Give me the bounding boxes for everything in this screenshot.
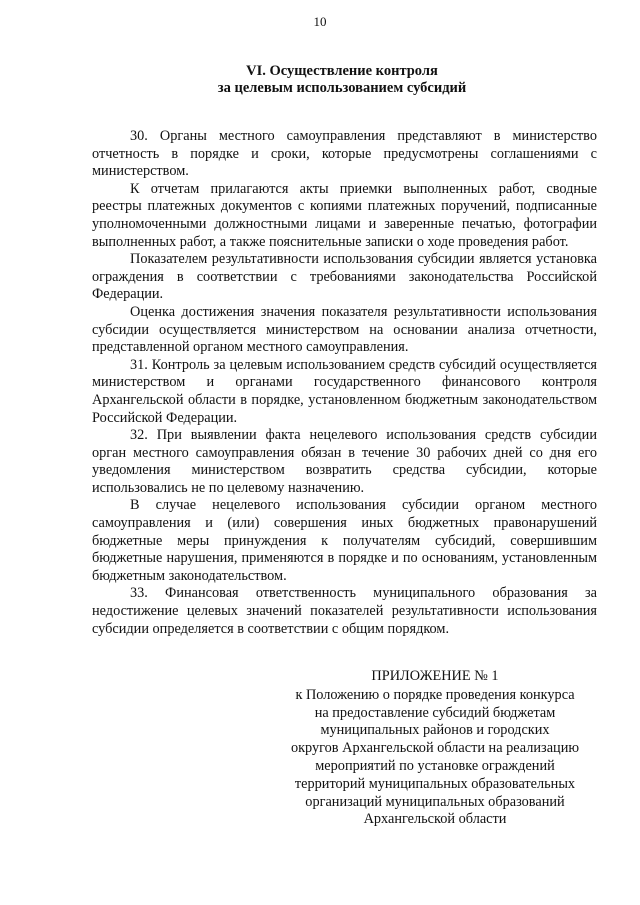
appendix-line: к Положению о порядке проведения конкурса — [295, 686, 575, 703]
appendix-line: мероприятий по установке ограждений — [315, 757, 555, 774]
body-text — [92, 128, 597, 638]
paragraph-performance-indicator: Показателем результативности использования субсидии является установка ограждения в соответствии с требованиями законодательства Российской Федерации. — [92, 251, 597, 303]
paragraph-indicator-assessment: Оценка достижения значения показателя результативности использования субсидии осуществляется министерством на основании анализа отчетности, представленной органом местного самоуправления. — [92, 303, 597, 356]
paragraph-misuse-measures: В случае нецелевого использования субсидии органом местного самоуправления и (или) совершения иных бюджетных правонарушений бюджетные меры принуждения к получателям субсидий, совершившим бюджетные нарушения, применяются в порядке и по основаниям, установленным бюджетным законодательством. — [92, 497, 597, 584]
appendix-title: ПРИЛОЖЕНИЕ № 1 — [371, 668, 499, 684]
appendix-line: округов Архангельской области на реализацию — [290, 740, 580, 757]
appendix-line: муниципальных районов и городских — [320, 722, 550, 739]
section-title-line-1: VI. Осуществление контроля — [246, 63, 438, 79]
page-number: 10 — [313, 14, 327, 29]
appendix-line: Архангельской области — [363, 811, 507, 828]
section-title — [92, 63, 592, 97]
paragraph-33: 33. Финансовая ответственность муниципального образования за недостижение целевых значений показателей результативности использования субсидии определяется в соответствии с общим порядком. — [92, 585, 597, 637]
paragraph-32: 32. При выявлении факта нецелевого использования средств субсидии орган местного самоуправления обязан в течение 30 рабочих дней со дня его уведомления министерством возвратить средства субсидии, которые использовались не по целевому назначению. — [92, 427, 597, 496]
paragraph-30: 30. Органы местного самоуправления представляют в министерство отчетность в порядке и сроки, которые предусмотрены соглашениями с министерством. — [92, 128, 597, 180]
appendix-line: на предоставление субсидий бюджетам — [314, 704, 556, 721]
paragraph-31: 31. Контроль за целевым использованием средств субсидий осуществляется министерством и органами государственного финансового контроля Архангельской области в порядке, установленном бюджетным законодательством Российской Федерации. — [92, 356, 597, 426]
appendix-block — [270, 668, 600, 829]
paragraph-reports-attachments: К отчетам прилагаются акты приемки выполненных работ, сводные реестры платежных документов с копиями платежных поручений, подписанные уполномоченными должностными лицами и заверенные печатью, фотографии выполненных работ, а также пояснительные записки о ходе проведения работ. — [92, 180, 597, 250]
appendix-line: территорий муниципальных образовательных — [294, 775, 576, 792]
section-title-line-2: за целевым использованием субсидий — [217, 80, 467, 96]
appendix-line: организаций муниципальных образований — [305, 793, 565, 810]
